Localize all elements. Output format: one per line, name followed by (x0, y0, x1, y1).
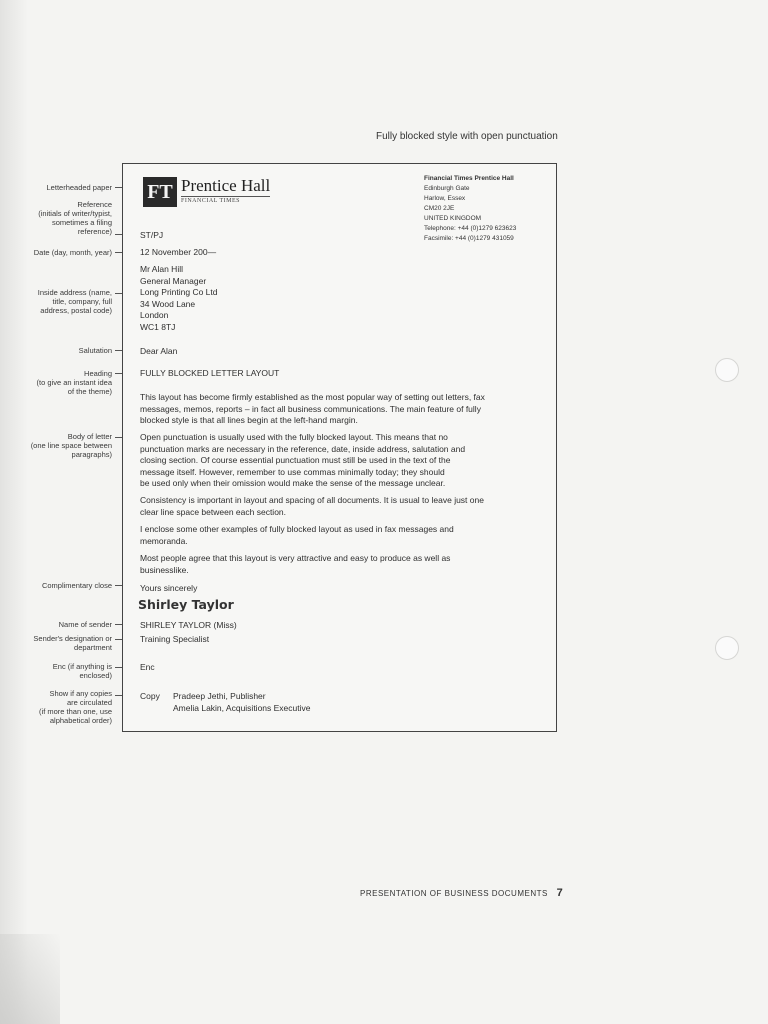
signature: Shirley Taylor (138, 597, 234, 612)
body-paragraph (140, 495, 545, 518)
copy-row (140, 691, 311, 703)
annotation-line: Body of letter (67, 432, 112, 441)
body-line: message itself. However, remember to use commas minimally today; they should (140, 466, 445, 477)
sender-designation: Training Specialist (140, 634, 210, 644)
copy-recipient: Amelia Lakin, Acquisitions Executive (173, 702, 311, 713)
body-line: blocked style is that all lines begin at the left-hand margin. (140, 415, 358, 425)
sender-name: SHIRLEY TAYLOR (Miss) (140, 620, 237, 630)
complimentary-close: Yours sincerely (140, 583, 198, 593)
sample-letter (122, 163, 557, 732)
body-line: Open punctuation is usually used with the fully blocked layout. This means that no (140, 432, 448, 442)
body-paragraph (140, 432, 545, 490)
annotation-line: Date (day, month, year) (33, 248, 112, 257)
annotation-line: Salutation (78, 346, 112, 355)
footer-title: PRESENTATION OF BUSINESS DOCUMENTS (360, 889, 548, 898)
annotation-line: (one line space between (30, 441, 112, 450)
copy-label-spacer (140, 703, 173, 715)
body-line: This layout has become firmly established as the most popular way of setting out letters, fax (140, 392, 485, 402)
body-line: Consistency is important in layout and spacing of all documents. It is usual to leave just one (140, 495, 484, 505)
annotation-body (6, 432, 112, 459)
salutation: Dear Alan (140, 346, 178, 356)
annotation-enclosure (6, 662, 112, 680)
annotation-letterheaded-paper (6, 183, 112, 192)
body-line: closing section. Of course essential punctuation must still be used in the text of the (140, 455, 451, 465)
company-address-line: Edinburgh Gate (424, 185, 470, 192)
company-address-line: Harlow, Essex (424, 195, 466, 202)
annotation-designation (6, 634, 112, 652)
inside-address-line: London (140, 310, 169, 320)
annotation-sender-name (6, 620, 112, 629)
copy-recipient: Pradeep Jethi, Publisher (173, 691, 266, 701)
annotation-inside-address (6, 288, 112, 315)
annotation-line: address, postal code) (40, 306, 112, 315)
body-paragraph (140, 553, 545, 576)
copy-label: Copy (140, 691, 160, 701)
copy-row (140, 703, 311, 715)
inside-address-line: General Manager (140, 275, 207, 286)
inside-address-line: Long Printing Co Ltd (140, 287, 218, 297)
body-line: clear line space between each section. (140, 506, 287, 517)
annotation-line: paragraphs) (71, 450, 112, 459)
body-line: I enclose some other examples of fully blocked layout as used in fax messages and (140, 524, 454, 534)
annotation-line: (to give an instant idea (36, 378, 112, 387)
body-line: businesslike. (140, 564, 189, 575)
annotation-line: Name of sender (58, 620, 112, 629)
logo-name: Prentice Hall (181, 176, 271, 195)
company-address (424, 174, 516, 244)
page-number: 7 (556, 887, 564, 899)
punch-hole-bottom (715, 636, 739, 660)
annotation-line: (initials of writer/typist, (38, 209, 112, 218)
annotation-line: Letterheaded paper (46, 183, 112, 192)
letter-heading: FULLY BLOCKED LETTER LAYOUT (140, 368, 280, 378)
ft-prentice-hall-logo (143, 177, 270, 207)
company-address-line: Facsimile: +44 (0)1279 431059 (424, 235, 514, 242)
body-line: memoranda. (140, 535, 188, 546)
body-line: messages, memos, reports – in fact all business communications. The main feature of fully (140, 403, 481, 414)
page-footer (360, 887, 563, 899)
annotation-line: Inside address (name, (37, 288, 112, 297)
annotation-line: are circulated (66, 698, 112, 707)
annotation-line: title, company, full (52, 297, 112, 306)
page-edge-shadow (0, 0, 28, 1024)
copy-list (140, 691, 311, 714)
company-address-line: UNITED KINGDOM (424, 215, 482, 222)
company-address-line: CM20 2JE (424, 205, 455, 212)
annotation-line: Enc (if anything is (52, 662, 112, 671)
letter-date: 12 November 200— (140, 247, 217, 257)
letter-reference: ST/PJ (140, 230, 164, 240)
annotation-copies (6, 689, 112, 725)
enclosure-note: Enc (140, 662, 155, 672)
annotation-line: alphabetical order) (49, 716, 112, 725)
body-line: Most people agree that this layout is very attractive and easy to produce as well as (140, 553, 451, 563)
annotation-line: Sender's designation or (33, 634, 112, 643)
annotation-line: enclosed) (79, 671, 112, 680)
inside-address (140, 264, 218, 333)
logo-wordmark (181, 177, 270, 204)
body-paragraph (140, 392, 545, 427)
body-paragraph (140, 524, 545, 547)
company-name: Financial Times Prentice Hall (424, 175, 514, 182)
annotation-salutation (6, 346, 112, 355)
annotation-line: (if more than one, use (39, 707, 112, 716)
body-line: punctuation marks are necessary in the reference, date, inside address, salutation and (140, 443, 466, 454)
inside-address-line: 34 Wood Lane (140, 298, 196, 309)
annotation-reference (6, 200, 112, 236)
annotation-line: of the theme) (67, 387, 112, 396)
page-caption: Fully blocked style with open punctuation (376, 131, 558, 142)
punch-hole-top (715, 358, 739, 382)
annotation-line: Reference (77, 200, 112, 209)
body-line: be used only when their omission would make the sense of the message unclear. (140, 478, 446, 488)
annotation-line: Heading (84, 369, 112, 378)
annotation-line: Complimentary close (41, 581, 112, 590)
annotation-heading (6, 369, 112, 396)
company-address-line: Telephone: +44 (0)1279 623623 (424, 225, 517, 232)
logo-subtitle: FINANCIAL TIMES (181, 196, 270, 204)
annotation-line: department (74, 643, 112, 652)
annotation-line: Show if any copies (49, 689, 112, 698)
inside-address-line: Mr Alan Hill (140, 264, 183, 274)
page-corner-shadow (0, 934, 60, 1024)
logo-mark: FT (143, 177, 177, 207)
annotation-date (6, 248, 112, 257)
annotation-complimentary-close (6, 581, 112, 590)
annotation-line: reference) (77, 227, 112, 236)
annotation-line: sometimes a filing (51, 218, 112, 227)
inside-address-line: WC1 8TJ (140, 321, 176, 332)
